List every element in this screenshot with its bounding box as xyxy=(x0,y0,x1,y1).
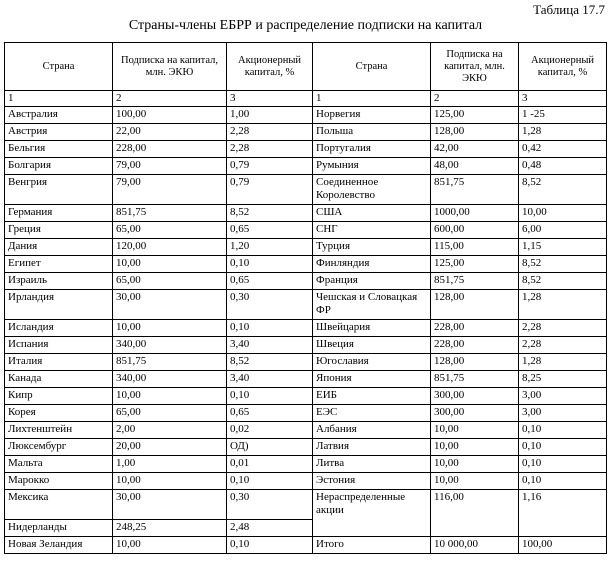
subscription-cell: 128,00 xyxy=(431,354,519,371)
ebrd-members-table xyxy=(4,42,607,554)
country-cell: Корея xyxy=(5,405,113,422)
subscription-cell: 42,00 xyxy=(431,141,519,158)
country-cell: Израиль xyxy=(5,273,113,290)
subscription-cell: 20,00 xyxy=(113,439,227,456)
country-cell: Ирландия xyxy=(5,290,113,320)
table-row xyxy=(5,405,607,422)
subscription-cell: 65,00 xyxy=(113,405,227,422)
subscription-cell: 30,00 xyxy=(113,490,227,520)
table-row xyxy=(5,239,607,256)
subscription-cell: 22,00 xyxy=(113,124,227,141)
subscription-cell: 340,00 xyxy=(113,337,227,354)
table-row xyxy=(5,158,607,175)
table-row xyxy=(5,439,607,456)
share-cell: 0,30 xyxy=(227,290,313,320)
country-cell: Латвия xyxy=(313,439,431,456)
header-share-left: Акционерный капитал, % xyxy=(227,43,313,91)
table-row xyxy=(5,537,607,554)
subscription-cell: 10,00 xyxy=(431,422,519,439)
table-row xyxy=(5,175,607,205)
country-cell: Эстония xyxy=(313,473,431,490)
subscription-cell: 125,00 xyxy=(431,107,519,124)
country-cell: Нидерланды xyxy=(5,520,113,537)
share-cell: 0,42 xyxy=(519,141,607,158)
table-row xyxy=(5,320,607,337)
subscription-cell: 79,00 xyxy=(113,175,227,205)
table-row xyxy=(5,205,607,222)
country-cell: Югославия xyxy=(313,354,431,371)
header-country-right: Страна xyxy=(313,43,431,91)
share-cell: 2,28 xyxy=(227,124,313,141)
share-cell: ОД) xyxy=(227,439,313,456)
subscription-cell: 116,00 xyxy=(431,490,519,537)
country-cell: Испания xyxy=(5,337,113,354)
subscription-cell: 2,00 xyxy=(113,422,227,439)
column-number-row xyxy=(5,91,607,107)
subscription-cell: 300,00 xyxy=(431,405,519,422)
country-cell: Норвегия xyxy=(313,107,431,124)
header-subscription-left: Подписка на капитал, млн. ЭКЮ xyxy=(113,43,227,91)
share-cell: 2,28 xyxy=(519,337,607,354)
country-cell: Япония xyxy=(313,371,431,388)
share-cell: 8,52 xyxy=(519,273,607,290)
share-cell: 0,48 xyxy=(519,158,607,175)
country-cell: Швеция xyxy=(313,337,431,354)
subscription-cell: 65,00 xyxy=(113,273,227,290)
share-cell: 0,79 xyxy=(227,175,313,205)
subscription-cell: 851,75 xyxy=(431,175,519,205)
subscription-cell: 10 000,00 xyxy=(431,537,519,554)
share-cell: 0,10 xyxy=(519,473,607,490)
subscription-cell: 100,00 xyxy=(113,107,227,124)
subscription-cell: 128,00 xyxy=(431,290,519,320)
share-cell: 2,28 xyxy=(227,141,313,158)
table-row xyxy=(5,256,607,273)
share-cell: 1,00 xyxy=(227,107,313,124)
subscription-cell: 228,00 xyxy=(113,141,227,158)
country-cell: Люксембург xyxy=(5,439,113,456)
country-cell: Венгрия xyxy=(5,175,113,205)
subscription-cell: 851,75 xyxy=(431,371,519,388)
country-cell: Марокко xyxy=(5,473,113,490)
subscription-cell: 115,00 xyxy=(431,239,519,256)
share-cell: 8,25 xyxy=(519,371,607,388)
table-row xyxy=(5,490,607,520)
country-cell: Германия xyxy=(5,205,113,222)
table-row xyxy=(5,222,607,239)
table-row xyxy=(5,141,607,158)
country-cell: ЕЭС xyxy=(313,405,431,422)
country-cell: Греция xyxy=(5,222,113,239)
country-cell: Нераспределенные акции xyxy=(313,490,431,537)
subscription-cell: 65,00 xyxy=(113,222,227,239)
subscription-cell: 10,00 xyxy=(113,537,227,554)
column-number: 1 xyxy=(5,91,113,107)
table-row xyxy=(5,107,607,124)
subscription-cell: 248,25 xyxy=(113,520,227,537)
subscription-cell: 851,75 xyxy=(113,205,227,222)
country-cell: Соединенное Королевство xyxy=(313,175,431,205)
share-cell: 1,28 xyxy=(519,290,607,320)
country-cell: Новая Зеландия xyxy=(5,537,113,554)
country-cell: ЕИБ xyxy=(313,388,431,405)
share-cell: 100,00 xyxy=(519,537,607,554)
share-cell: 8,52 xyxy=(519,175,607,205)
subscription-cell: 300,00 xyxy=(431,388,519,405)
table-number-label: Таблица 17.7 xyxy=(533,2,605,17)
share-cell: 0,10 xyxy=(519,422,607,439)
subscription-cell: 851,75 xyxy=(431,273,519,290)
country-cell: Албания xyxy=(313,422,431,439)
share-cell: 1,28 xyxy=(519,124,607,141)
column-number: 3 xyxy=(227,91,313,107)
share-cell: 3,40 xyxy=(227,337,313,354)
country-cell: Мексика xyxy=(5,490,113,520)
country-cell: Румыния xyxy=(313,158,431,175)
header-country-left: Страна xyxy=(5,43,113,91)
country-cell: Швейцария xyxy=(313,320,431,337)
subscription-cell: 851,75 xyxy=(113,354,227,371)
subscription-cell: 1,00 xyxy=(113,456,227,473)
country-cell: Литва xyxy=(313,456,431,473)
country-cell: Польша xyxy=(313,124,431,141)
share-cell: 2,28 xyxy=(519,320,607,337)
table-title: Страны-члены ЕБРР и распределение подписки на капитал xyxy=(128,18,483,33)
subscription-cell: 10,00 xyxy=(431,473,519,490)
header-share-right: Акционерный капитал, % xyxy=(519,43,607,91)
share-cell: 6,00 xyxy=(519,222,607,239)
subscription-cell: 228,00 xyxy=(431,320,519,337)
column-number: 2 xyxy=(431,91,519,107)
table-row xyxy=(5,124,607,141)
header-subscription-right: Подписка на капитал, млн. ЭКЮ xyxy=(431,43,519,91)
country-cell: Кипр xyxy=(5,388,113,405)
country-cell: Болгария xyxy=(5,158,113,175)
share-cell: 0,10 xyxy=(519,439,607,456)
share-cell: 0,10 xyxy=(227,256,313,273)
country-cell: Исландия xyxy=(5,320,113,337)
share-cell: 0,10 xyxy=(227,537,313,554)
column-number: 2 xyxy=(113,91,227,107)
share-cell: 1,16 xyxy=(519,490,607,537)
country-cell: Финляндия xyxy=(313,256,431,273)
country-cell: Бельгия xyxy=(5,141,113,158)
country-cell: Дания xyxy=(5,239,113,256)
country-cell: Чешская и Словацкая ФР xyxy=(313,290,431,320)
share-cell: 2,48 xyxy=(227,520,313,537)
table-row xyxy=(5,456,607,473)
subscription-cell: 48,00 xyxy=(431,158,519,175)
table-row xyxy=(5,371,607,388)
share-cell: 1,28 xyxy=(519,354,607,371)
table-row xyxy=(5,388,607,405)
subscription-cell: 600,00 xyxy=(431,222,519,239)
table-row xyxy=(5,473,607,490)
share-cell: 8,52 xyxy=(227,354,313,371)
share-cell: 3,00 xyxy=(519,405,607,422)
table-row xyxy=(5,290,607,320)
subscription-cell: 228,00 xyxy=(431,337,519,354)
subscription-cell: 10,00 xyxy=(431,456,519,473)
country-cell: Лихтенштейн xyxy=(5,422,113,439)
subscription-cell: 79,00 xyxy=(113,158,227,175)
country-cell: Канада xyxy=(5,371,113,388)
column-number: 3 xyxy=(519,91,607,107)
country-cell: Итого xyxy=(313,537,431,554)
table-row xyxy=(5,273,607,290)
country-cell: Мальта xyxy=(5,456,113,473)
country-cell: СНГ xyxy=(313,222,431,239)
subscription-cell: 10,00 xyxy=(113,388,227,405)
table-row xyxy=(5,422,607,439)
share-cell: 10,00 xyxy=(519,205,607,222)
share-cell: 1 -25 xyxy=(519,107,607,124)
country-cell: Турция xyxy=(313,239,431,256)
country-cell: Италия xyxy=(5,354,113,371)
share-cell: 8,52 xyxy=(227,205,313,222)
share-cell: 0,10 xyxy=(227,473,313,490)
subscription-cell: 10,00 xyxy=(113,256,227,273)
share-cell: 8,52 xyxy=(519,256,607,273)
share-cell: 0,79 xyxy=(227,158,313,175)
share-cell: 0,65 xyxy=(227,273,313,290)
share-cell: 0,10 xyxy=(227,388,313,405)
subscription-cell: 340,00 xyxy=(113,371,227,388)
subscription-cell: 1000,00 xyxy=(431,205,519,222)
share-cell: 3,40 xyxy=(227,371,313,388)
subscription-cell: 30,00 xyxy=(113,290,227,320)
subscription-cell: 10,00 xyxy=(113,320,227,337)
header-row xyxy=(5,43,607,91)
country-cell: Австралия xyxy=(5,107,113,124)
subscription-cell: 10,00 xyxy=(113,473,227,490)
country-cell: Франция xyxy=(313,273,431,290)
share-cell: 0,65 xyxy=(227,405,313,422)
table-row xyxy=(5,337,607,354)
country-cell: США xyxy=(313,205,431,222)
share-cell: 0,65 xyxy=(227,222,313,239)
share-cell: 3,00 xyxy=(519,388,607,405)
subscription-cell: 128,00 xyxy=(431,124,519,141)
table-row xyxy=(5,354,607,371)
country-cell: Австрия xyxy=(5,124,113,141)
country-cell: Египет xyxy=(5,256,113,273)
column-number: 1 xyxy=(313,91,431,107)
share-cell: 1,15 xyxy=(519,239,607,256)
subscription-cell: 120,00 xyxy=(113,239,227,256)
share-cell: 1,20 xyxy=(227,239,313,256)
country-cell: Португалия xyxy=(313,141,431,158)
subscription-cell: 125,00 xyxy=(431,256,519,273)
share-cell: 0,10 xyxy=(519,456,607,473)
share-cell: 0,02 xyxy=(227,422,313,439)
share-cell: 0,30 xyxy=(227,490,313,520)
subscription-cell: 10,00 xyxy=(431,439,519,456)
share-cell: 0,01 xyxy=(227,456,313,473)
share-cell: 0,10 xyxy=(227,320,313,337)
